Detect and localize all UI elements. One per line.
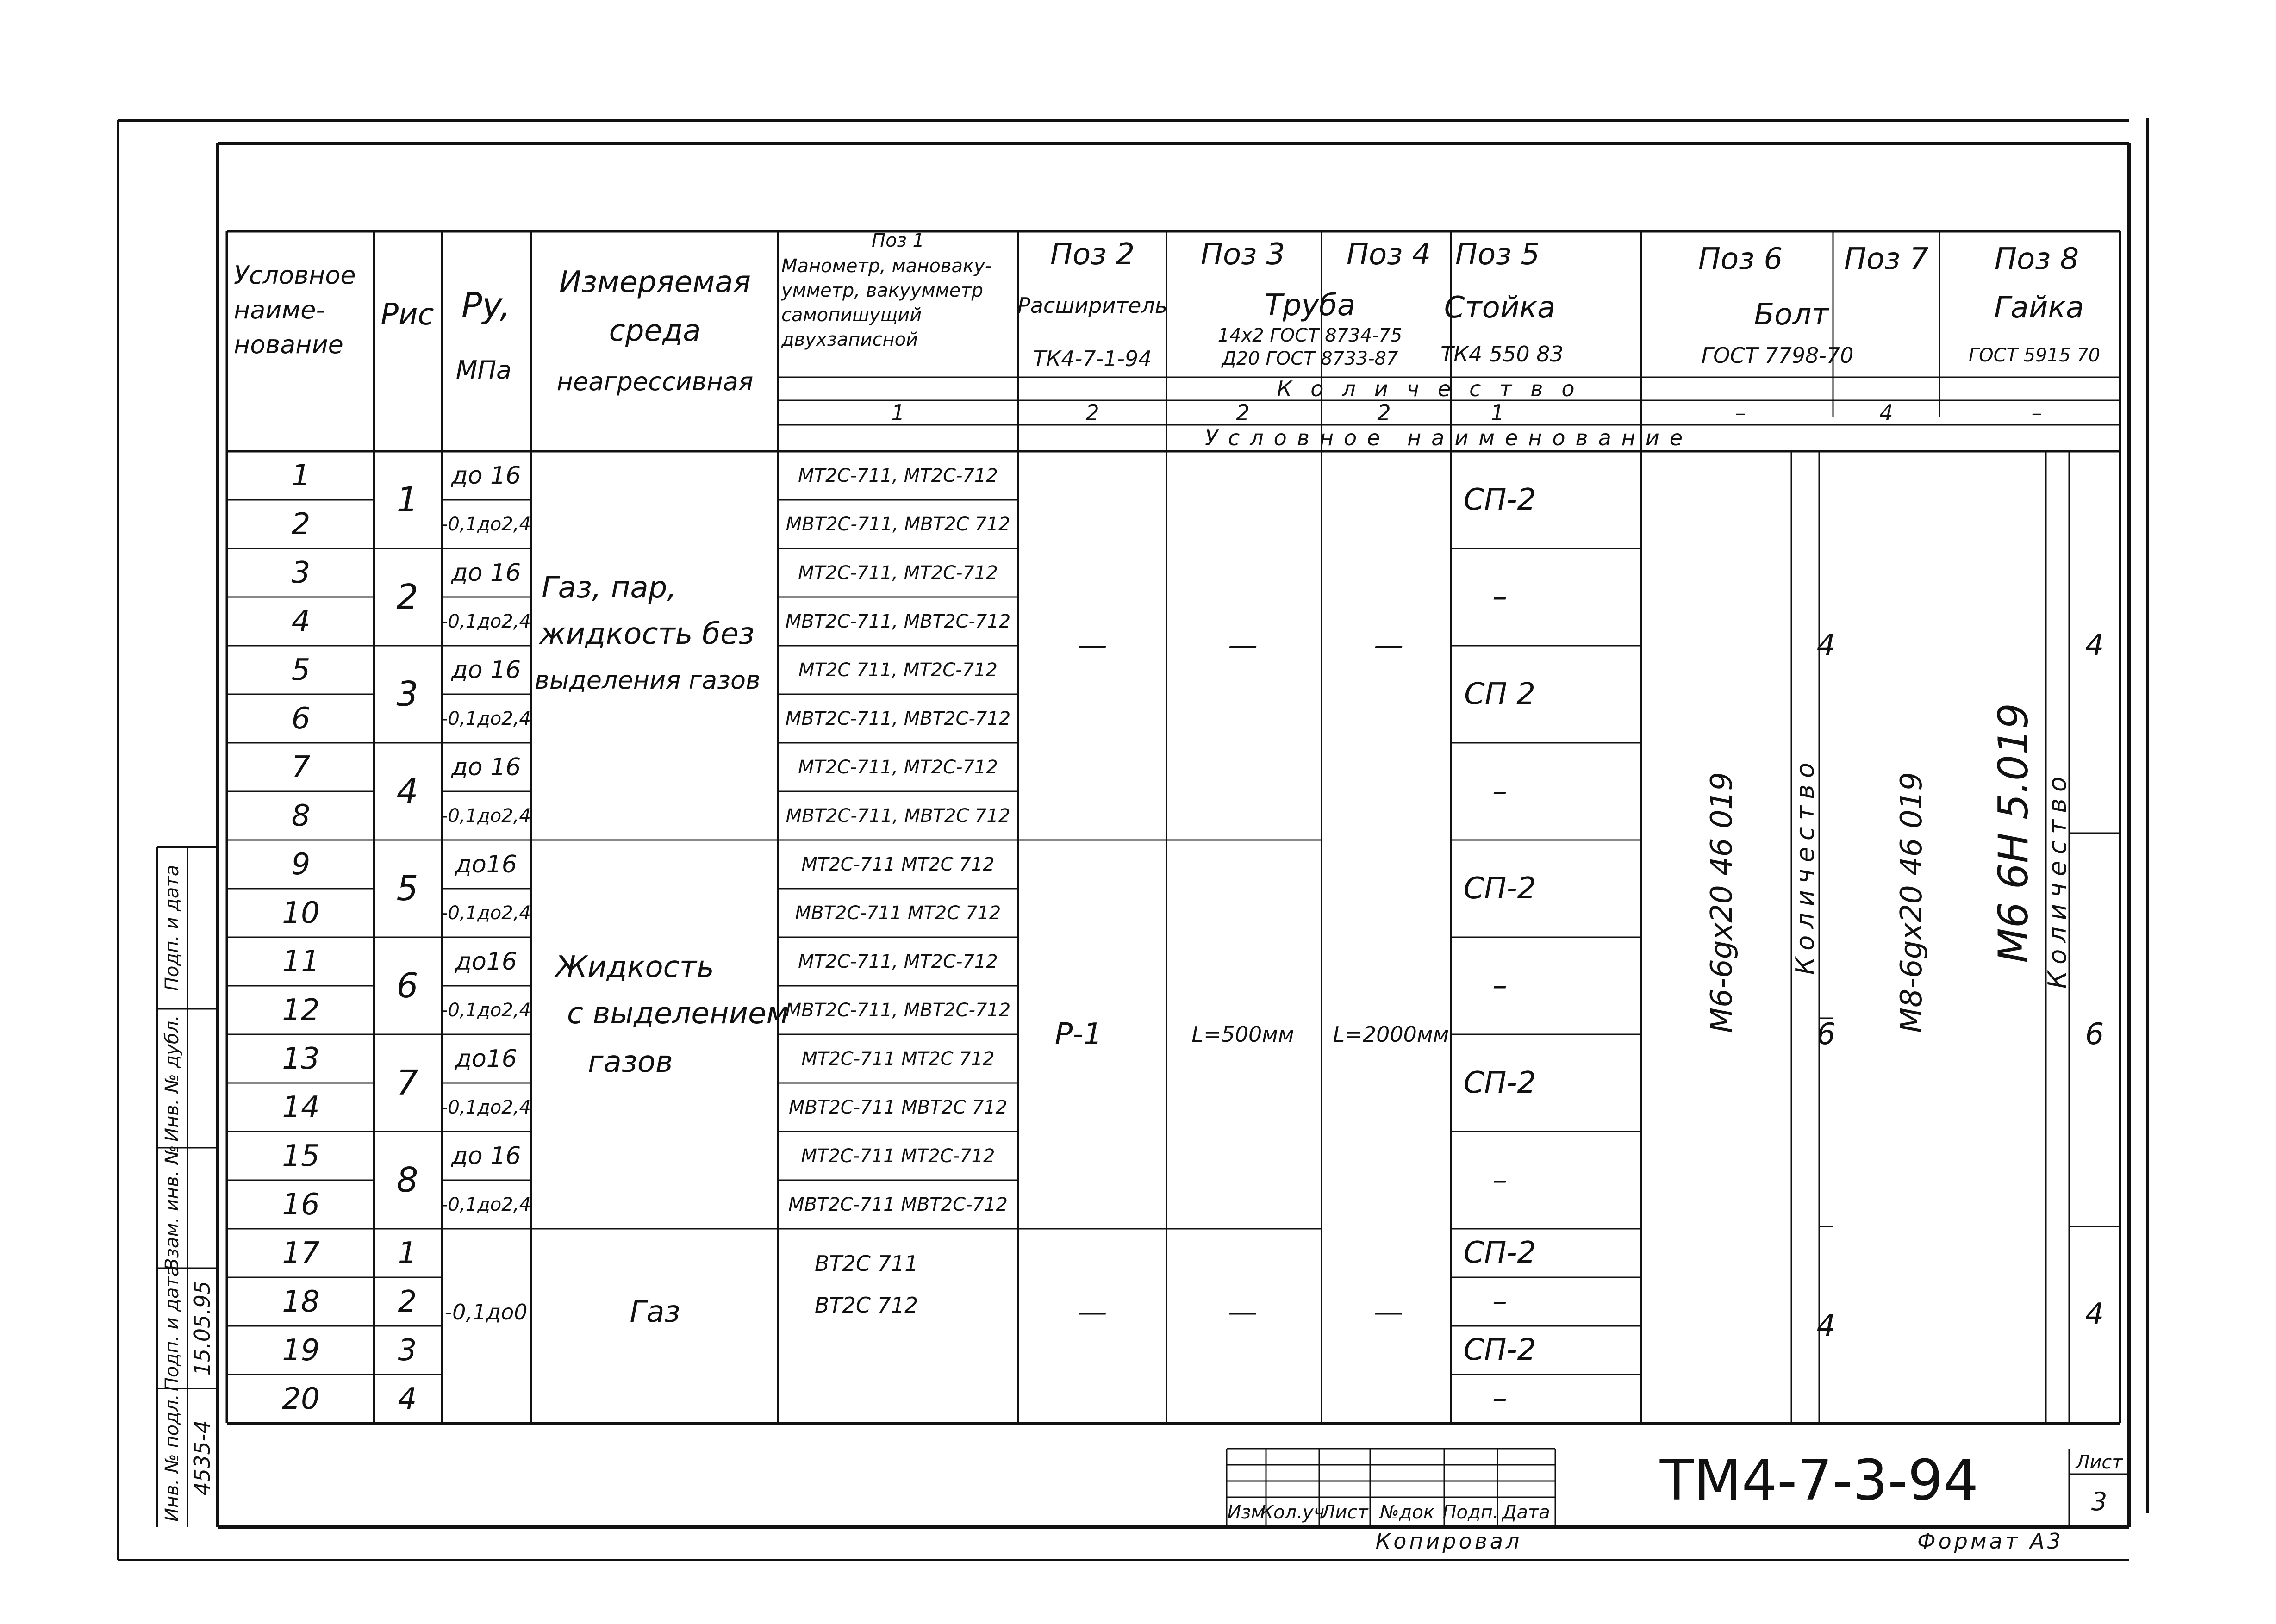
row-instrument: МВТ2С-711, МВТ2С-712 bbox=[785, 610, 1011, 632]
row-py: -0,1до2,4 bbox=[441, 999, 531, 1021]
row-py: до16 bbox=[455, 850, 517, 878]
header-medium-line2: среда bbox=[609, 314, 701, 348]
pos2-dash-a: — bbox=[1078, 628, 1107, 663]
qty-pos3: 2 bbox=[1236, 400, 1250, 425]
pos5-value: СП-2 bbox=[1463, 1236, 1536, 1270]
header-pos8-doc: ГОСТ 5915 70 bbox=[1968, 345, 2101, 366]
row-number: 14 bbox=[282, 1090, 320, 1125]
row-instrument: МТ2С-711 МТ2С 712 bbox=[801, 853, 995, 875]
stamp-label-inv-podl: Инв. № подл. bbox=[162, 1394, 183, 1522]
py-gas: -0,1до0 bbox=[444, 1300, 528, 1325]
stamp-label-vzam: Взам. инв. № bbox=[162, 1145, 183, 1271]
row-instrument: МВТ2С-711 МВТ2С-712 bbox=[788, 1194, 1008, 1215]
row-instrument: МТ2С-711, МТ2С-712 bbox=[798, 951, 998, 972]
row-number: 9 bbox=[291, 847, 311, 882]
stamp-label-podp-data-2: Подп. и дата bbox=[162, 865, 183, 991]
medium-group3: Газ bbox=[630, 1295, 680, 1329]
row-number: 18 bbox=[282, 1284, 320, 1319]
stamp-value-date: 15.05.95 bbox=[190, 1281, 215, 1376]
qty-pos6: – bbox=[1735, 400, 1746, 425]
header-uslovnoe: Условное наименование bbox=[1204, 425, 1693, 450]
header-medium-line1: Измеряемая bbox=[559, 265, 751, 299]
header-pos4-title: Поз 4 bbox=[1346, 237, 1431, 272]
pos3-value: L=500мм bbox=[1191, 1022, 1294, 1047]
row-instrument: МТ2С-711, МТ2С-712 bbox=[798, 756, 998, 778]
header-ris: Рис bbox=[380, 298, 434, 332]
row-number: 12 bbox=[282, 993, 320, 1027]
row-number: 8 bbox=[291, 798, 311, 833]
pos8-qty-4b: 4 bbox=[2085, 1297, 2104, 1332]
header-pos5-title: Поз 5 bbox=[1455, 237, 1540, 272]
medium-group2-line1: Жидкость bbox=[555, 950, 714, 984]
row-instrument: МВТ2С-711, МВТ2С 712 bbox=[786, 513, 1010, 535]
document-code: ТМ4-7-3-94 bbox=[1659, 1449, 1979, 1513]
row-instrument: МВТ2С-711, МВТ2С-712 bbox=[785, 708, 1011, 729]
row-ris: 1 bbox=[398, 1236, 417, 1270]
pos67-qty-6: 6 bbox=[1816, 1017, 1836, 1052]
pos8-qty-4: 4 bbox=[2085, 628, 2104, 663]
row-py: -0,1до2,4 bbox=[441, 902, 531, 924]
title-col-dok: №док bbox=[1380, 1502, 1434, 1523]
header-pos2-name: Расширитель bbox=[1017, 293, 1167, 318]
row-py: -0,1до2,4 bbox=[441, 805, 531, 827]
header-pos34-name: Труба bbox=[1264, 288, 1356, 323]
row-number: 1 bbox=[291, 458, 311, 493]
row-number: 19 bbox=[282, 1333, 320, 1368]
header-pos5-doc: ТК4 550 83 bbox=[1440, 342, 1564, 367]
pos5-value: – bbox=[1492, 580, 1507, 614]
gas-instrument-2: ВТ2С 712 bbox=[815, 1293, 918, 1318]
header-name-line3: нование bbox=[234, 330, 343, 359]
pos7-name: М8-6gх20 46 019 bbox=[1895, 772, 1929, 1033]
title-col-podp: Подп. bbox=[1442, 1502, 1499, 1523]
row-instrument: МВТ2С-711, МВТ2С-712 bbox=[785, 999, 1011, 1021]
row-number: 5 bbox=[291, 653, 311, 687]
row-py: до 16 bbox=[451, 656, 521, 684]
row-ris: 2 bbox=[398, 1284, 417, 1319]
pos5-value: СП-2 bbox=[1463, 871, 1536, 906]
medium-group1-line2: жидкость без bbox=[539, 617, 755, 651]
pos4-dash-a: — bbox=[1374, 628, 1403, 663]
pos5-value: – bbox=[1492, 1163, 1507, 1197]
row-number: 20 bbox=[282, 1381, 320, 1416]
header-kolichestvo: Количество bbox=[1277, 376, 1593, 401]
header-pos1-title: Поз 1 bbox=[872, 230, 924, 251]
header-pos5-name: Стойка bbox=[1444, 291, 1556, 325]
row-instrument: МТ2С-711, МТ2С-712 bbox=[798, 562, 998, 584]
format-label: Формат А3 bbox=[1917, 1529, 2064, 1554]
row-py: до 16 bbox=[451, 1142, 521, 1170]
row-number: 10 bbox=[282, 896, 320, 930]
pos5-value: СП 2 bbox=[1464, 677, 1535, 711]
gas-instrument-1: ВТ2С 711 bbox=[815, 1251, 918, 1276]
row-py: до16 bbox=[455, 947, 517, 976]
row-number: 13 bbox=[282, 1041, 320, 1076]
row-instrument: МВТ2С-711, МВТ2С 712 bbox=[786, 805, 1010, 827]
header-pos2-title: Поз 2 bbox=[1050, 237, 1135, 272]
row-py: -0,1до2,4 bbox=[441, 1194, 531, 1215]
pos8-qty-label: Количество bbox=[2043, 770, 2072, 989]
ris-group: 5 bbox=[396, 869, 418, 908]
title-col-izm: Изм bbox=[1227, 1502, 1265, 1523]
header-pos1-line3: самопишущий bbox=[781, 305, 922, 326]
copied-label: Копировал bbox=[1375, 1529, 1522, 1554]
row-py: -0,1до2,4 bbox=[441, 1096, 531, 1118]
pos8-qty-6: 6 bbox=[2085, 1017, 2104, 1052]
stamp-label-inv-dubl: Инв. № дубл. bbox=[162, 1015, 183, 1142]
pos3-dash-b: — bbox=[1228, 1295, 1258, 1329]
row-number: 2 bbox=[291, 507, 311, 541]
sheet-label: Лист bbox=[2076, 1452, 2123, 1473]
row-py: -0,1до2,4 bbox=[441, 708, 531, 729]
ris-group: 6 bbox=[396, 966, 418, 1006]
stamp-label-podp-data: Подп. и дата bbox=[162, 1265, 183, 1392]
medium-group1-line1: Газ, пар, bbox=[542, 571, 677, 605]
row-instrument: МВТ2С-711 МТ2С 712 bbox=[795, 902, 1001, 924]
header-pos2-doc: ТК4-7-1-94 bbox=[1033, 346, 1152, 371]
row-py: до 16 bbox=[451, 753, 521, 781]
row-number: 15 bbox=[282, 1139, 320, 1173]
header-pos1-line4: двухзаписной bbox=[781, 329, 918, 350]
ris-group: 4 bbox=[396, 772, 418, 811]
header-pos6-title: Поз 6 bbox=[1698, 242, 1783, 276]
pos5-value: – bbox=[1492, 774, 1507, 809]
row-instrument: МТ2С-711, МТ2С-712 bbox=[798, 465, 998, 486]
pos8-name: М6 6Н 5.019 bbox=[1989, 703, 2037, 963]
pos2-dash-b: — bbox=[1078, 1295, 1107, 1329]
header-pos8-title: Поз 8 bbox=[1994, 242, 2079, 276]
row-number: 6 bbox=[291, 701, 311, 736]
header-pos67-doc: ГОСТ 7798-70 bbox=[1701, 343, 1854, 368]
row-instrument: МТ2С 711, МТ2С-712 bbox=[798, 659, 998, 681]
pos67-qty-label: Количество bbox=[1790, 756, 1820, 975]
pos2-value: Р-1 bbox=[1054, 1017, 1103, 1052]
header-pos3-title: Поз 3 bbox=[1200, 237, 1285, 272]
row-number: 3 bbox=[291, 555, 311, 590]
qty-pos5: 1 bbox=[1490, 400, 1504, 425]
pos4-dash-b: — bbox=[1374, 1295, 1403, 1329]
row-py: -0,1до2,4 bbox=[441, 610, 531, 632]
pos5-value: СП-2 bbox=[1463, 1333, 1536, 1367]
sheet-number: 3 bbox=[2091, 1487, 2108, 1516]
row-number: 7 bbox=[291, 750, 311, 784]
qty-pos2: 2 bbox=[1085, 400, 1099, 425]
stamp-value-inv: 4535-4 bbox=[190, 1420, 215, 1496]
row-number: 17 bbox=[282, 1236, 320, 1270]
title-col-kol: Кол.уч bbox=[1260, 1502, 1325, 1523]
qty-pos8: – bbox=[2031, 400, 2042, 425]
ris-group: 1 bbox=[396, 480, 418, 520]
header-pos1-line1: Манометр, мановаку- bbox=[781, 255, 992, 277]
pos5-value: – bbox=[1492, 1381, 1507, 1416]
ris-group: 3 bbox=[396, 674, 418, 714]
header-name-line2: наиме- bbox=[234, 295, 325, 324]
pos3-dash-a: — bbox=[1228, 628, 1258, 663]
title-col-list: Лист bbox=[1321, 1502, 1368, 1523]
header-pos8-name: Гайка bbox=[1994, 291, 2084, 325]
pos5-value: СП-2 bbox=[1463, 1066, 1536, 1100]
qty-pos7: 4 bbox=[1879, 400, 1893, 425]
title-col-data: Дата bbox=[1502, 1502, 1550, 1523]
row-py: до 16 bbox=[451, 461, 521, 490]
medium-group1-line3: выделения газов bbox=[535, 666, 761, 695]
medium-group2-line3: газов bbox=[588, 1045, 673, 1079]
row-py: -0,1до2,4 bbox=[441, 513, 531, 535]
qty-pos4: 2 bbox=[1377, 400, 1391, 425]
header-pos34-doc2: Д20 ГОСТ 8733-87 bbox=[1222, 348, 1398, 369]
pos67-qty-4: 4 bbox=[1816, 628, 1836, 663]
row-instrument: МВТ2С-711 МВТ2С 712 bbox=[788, 1096, 1008, 1118]
row-ris: 4 bbox=[398, 1381, 417, 1416]
pos5-value: СП-2 bbox=[1463, 483, 1536, 517]
pos4-value: L=2000мм bbox=[1333, 1022, 1449, 1047]
pos5-value: – bbox=[1492, 1284, 1507, 1319]
pos6-name: М6-6gх20 46 019 bbox=[1705, 772, 1739, 1033]
row-py: до 16 bbox=[451, 559, 521, 587]
ris-group: 7 bbox=[396, 1063, 418, 1103]
header-py-unit: МПа bbox=[455, 355, 512, 385]
header-medium-line3: неагрессивная bbox=[556, 367, 754, 396]
pos67-qty-4b: 4 bbox=[1816, 1309, 1836, 1343]
row-py: до16 bbox=[455, 1045, 517, 1073]
pos5-value: – bbox=[1492, 969, 1507, 1003]
ris-group: 8 bbox=[396, 1160, 418, 1200]
header-pos7-title: Поз 7 bbox=[1844, 242, 1929, 276]
row-ris: 3 bbox=[398, 1333, 417, 1368]
row-instrument: МТ2С-711 МТ2С-712 bbox=[801, 1145, 995, 1167]
medium-group2-line2: с выделением bbox=[567, 996, 789, 1031]
header-py: Py, bbox=[461, 286, 511, 325]
qty-pos1: 1 bbox=[891, 400, 905, 425]
ris-group: 2 bbox=[396, 577, 418, 617]
header-name-line1: Условное bbox=[234, 261, 356, 290]
header-pos67-name: Болт bbox=[1754, 298, 1829, 332]
row-number: 11 bbox=[282, 944, 320, 979]
row-number: 16 bbox=[282, 1187, 320, 1222]
row-instrument: МТ2С-711 МТ2С 712 bbox=[801, 1048, 995, 1070]
row-number: 4 bbox=[291, 604, 311, 639]
header-pos34-doc1: 14х2 ГОСТ 8734-75 bbox=[1217, 325, 1403, 346]
header-pos1-line2: умметр, вакуумметр bbox=[781, 280, 983, 301]
